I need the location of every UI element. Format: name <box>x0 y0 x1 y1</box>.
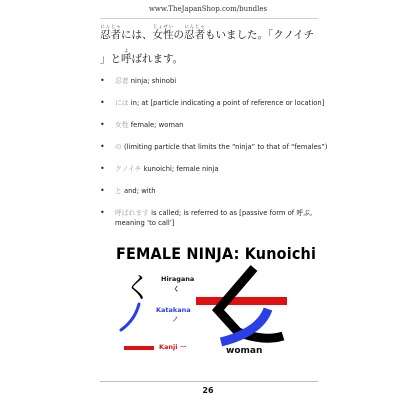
vocab-definition: in; at [particle indicating a point of reference or location] <box>128 99 325 107</box>
kanji-ninja-2: 忍者 <box>184 29 205 41</box>
text-niwa: には、 <box>121 29 153 41</box>
ruby-josei <box>152 25 174 41</box>
header-url: www.TheJapanShop.com/bundles <box>148 5 268 13</box>
ruby-yobu <box>121 49 132 65</box>
list-item <box>100 142 330 152</box>
reading-josei: じょせい <box>152 25 174 30</box>
reading-ninja-2: にんじゃ <box>184 25 205 30</box>
label-katakana: Katakana <box>156 306 191 314</box>
vocab-definition: female; woman <box>128 121 184 129</box>
page-number: 26 <box>202 386 214 395</box>
vocab-term: 忍者 <box>115 77 129 85</box>
text-moimashita: もいました。「クノイチ <box>205 29 315 41</box>
bullet-icon: • <box>100 76 105 85</box>
kanji-josei: 女性 <box>152 29 174 41</box>
vocab-term: 女性 <box>115 121 129 129</box>
example-sentence-line-1 <box>100 25 328 49</box>
label-kanji: Kanji 一 <box>159 343 187 351</box>
ruby-ninja-2 <box>184 25 205 41</box>
bullet-icon: • <box>100 164 105 173</box>
vocab-definition: ninja; shinobi <box>128 77 177 85</box>
vocab-definition: (limiting particle that limits the “ninja” to that of “females”) <box>121 143 328 151</box>
example-sentence-line-2 <box>100 49 328 73</box>
vocab-definition-tail: , meaning ‘to call’] <box>115 209 313 227</box>
vocab-definition: is called; is referred to as [passive form of <box>148 209 297 217</box>
header-divider <box>100 18 318 19</box>
bullet-icon: • <box>100 208 105 217</box>
bullet-icon: • <box>100 186 105 195</box>
text-no: の <box>173 29 184 41</box>
hiragana-ku-glyph: く <box>124 271 153 304</box>
list-item <box>100 76 330 86</box>
vocab-term: と <box>115 187 122 195</box>
bullet-icon: • <box>100 98 105 107</box>
vocab-definition: and; with <box>121 187 156 195</box>
kanji-ninja: 忍者 <box>100 29 121 41</box>
reading-ninja: にんじゃ <box>100 25 121 30</box>
vocab-term: の <box>115 143 122 151</box>
example-sentence <box>100 25 328 73</box>
text-baremasu: ばれます。 <box>131 53 184 65</box>
vocabulary-list <box>100 76 330 240</box>
vocab-term: 呼ばれます <box>115 209 149 217</box>
list-item <box>100 120 330 130</box>
label-hiragana-char: く <box>173 285 180 293</box>
kanji-yobu: 呼 <box>121 53 132 65</box>
vocab-term-inline: 呼ぶ <box>296 209 310 217</box>
text-to: 」と <box>100 53 121 65</box>
vocab-definition: kunoichi; female ninja <box>141 165 219 173</box>
bullet-icon: • <box>100 120 105 129</box>
list-item <box>100 98 330 108</box>
vocab-term: には <box>115 99 129 107</box>
footer-divider <box>100 381 318 382</box>
label-woman: woman <box>226 346 263 356</box>
bullet-icon: • <box>100 142 105 151</box>
list-item <box>100 164 330 174</box>
list-item <box>100 208 330 228</box>
list-item <box>100 186 330 196</box>
ruby-ninja-1 <box>100 25 121 41</box>
vocab-term: クノイチ <box>115 165 142 173</box>
label-hiragana: Hiragana <box>161 275 195 283</box>
reading-yobu: よ <box>121 49 132 54</box>
graphic-title: FEMALE NINJA: Kunoichi <box>116 244 317 263</box>
label-katakana-char: ノ <box>172 315 179 323</box>
